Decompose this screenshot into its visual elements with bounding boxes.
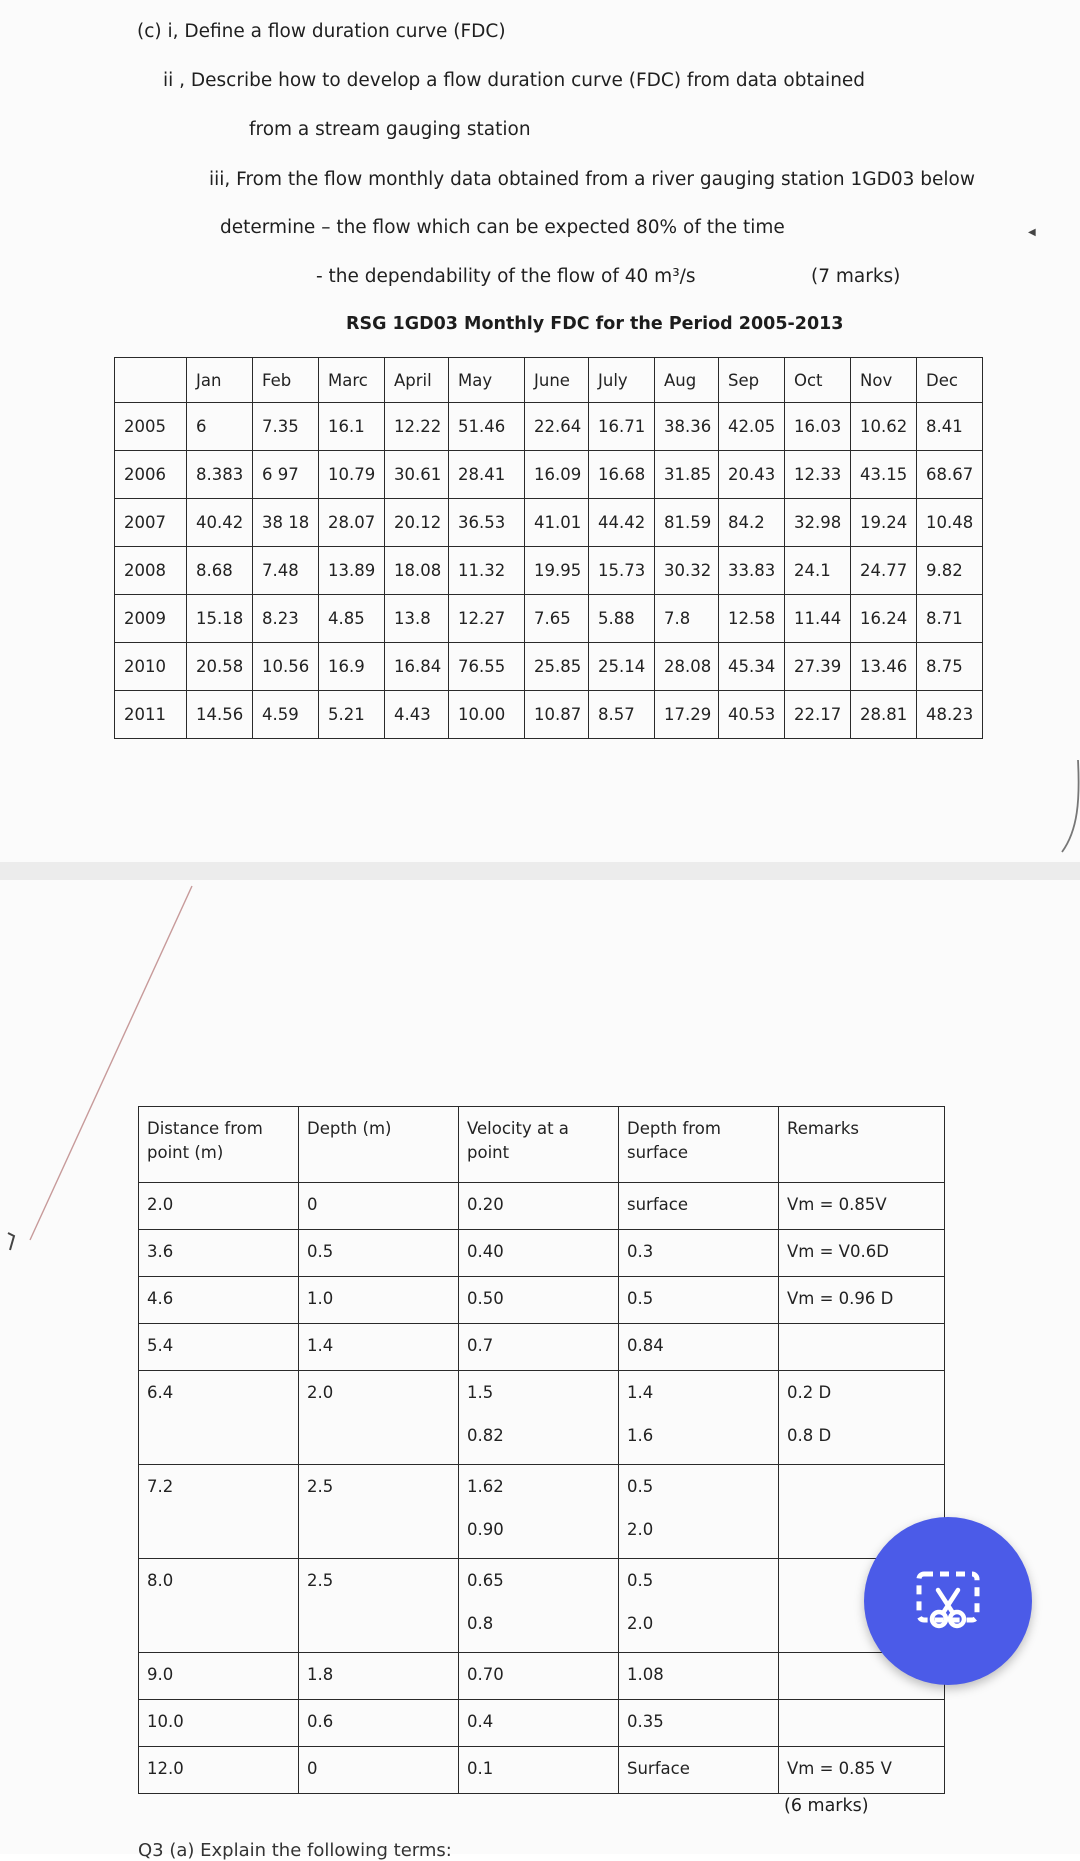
velocity-cell [459,1230,619,1277]
fdc-table [114,357,983,739]
fdc-value-cell: 30.61 [385,451,449,499]
fdc-value-cell: 8.57 [589,691,655,739]
velocity-table-row [139,1324,945,1371]
fdc-value-cell: 22.64 [525,403,589,451]
depth-surface-cell-value: 1.4 [627,1383,654,1402]
question-c-iii: iii, From the flow monthly data obtained from a river gauging station 1GD03 below [209,169,975,190]
fdc-value-cell: 22.17 [785,691,851,739]
velocity-column-header: Velocity at a point [459,1107,619,1183]
remarks-cell-value: 0.2 D [787,1383,832,1402]
remarks-cell [779,1371,945,1465]
fdc-value-cell: 16.24 [851,595,917,643]
remarks-cell [779,1747,945,1794]
velocity-cell [459,1653,619,1700]
fdc-value-cell: 10.48 [917,499,983,547]
distance-cell: 9.0 [139,1653,299,1700]
depth-surface-cell-value: 0.5 [627,1571,654,1590]
depth-surface-cell [619,1371,779,1465]
depth-cell: 1.4 [299,1324,459,1371]
fdc-value-cell: 16.84 [385,643,449,691]
fdc-value-cell: 8.41 [917,403,983,451]
velocity-cell [459,1183,619,1230]
depth-cell: 1.0 [299,1277,459,1324]
velocity-table-row [139,1371,945,1465]
fdc-value-cell: 20.58 [187,643,253,691]
depth-cell: 0 [299,1183,459,1230]
fdc-value-cell: 44.42 [589,499,655,547]
velocity-table-row [139,1183,945,1230]
depth-surface-cell [619,1747,779,1794]
depth-surface-cell-value: 1.6 [627,1425,654,1445]
remarks-cell-value: Vm = 0.96 D [787,1289,894,1308]
fdc-year-cell: 2007 [115,499,187,547]
velocity-cell-value: 0.7 [467,1336,494,1355]
velocity-table-row [139,1653,945,1700]
distance-cell: 8.0 [139,1559,299,1653]
depth-cell: 0.6 [299,1700,459,1747]
fdc-month-header: May [449,358,525,403]
question-c-i: (c) i, Define a flow duration curve (FDC) [137,21,506,42]
fdc-year-cell: 2011 [115,691,187,739]
velocity-cell-value: 0.90 [467,1519,504,1539]
depth-cell: 1.8 [299,1653,459,1700]
depth-surface-cell-value: 2.0 [627,1519,654,1539]
distance-cell: 7.2 [139,1465,299,1559]
depth-surface-cell [619,1277,779,1324]
fdc-year-cell: 2006 [115,451,187,499]
fdc-value-cell: 18.08 [385,547,449,595]
fdc-value-cell: 7.35 [253,403,319,451]
fdc-value-cell: 25.14 [589,643,655,691]
fdc-value-cell: 40.42 [187,499,253,547]
velocity-table-row [139,1747,945,1794]
fdc-value-cell: 8.71 [917,595,983,643]
fdc-value-cell: 14.56 [187,691,253,739]
fdc-value-cell: 6 97 [253,451,319,499]
fdc-value-cell: 6 [187,403,253,451]
depth-surface-cell-value: 0.35 [627,1712,664,1731]
fdc-value-cell: 36.53 [449,499,525,547]
fdc-value-cell: 40.53 [719,691,785,739]
velocity-column-header: Depth from surface [619,1107,779,1183]
remarks-cell-value: Vm = 0.85 V [787,1759,892,1778]
fdc-year-cell: 2008 [115,547,187,595]
remarks-cell [779,1277,945,1324]
depth-cell: 2.5 [299,1559,459,1653]
fdc-value-cell: 25.85 [525,643,589,691]
velocity-cell [459,1747,619,1794]
fdc-value-cell: 48.23 [917,691,983,739]
velocity-table-row [139,1465,945,1559]
velocity-marks: (6 marks) [784,1796,869,1816]
fdc-value-cell: 24.77 [851,547,917,595]
fdc-value-cell: 12.33 [785,451,851,499]
velocity-cell [459,1465,619,1559]
velocity-cell-value: 1.5 [467,1383,494,1402]
fdc-value-cell: 13.8 [385,595,449,643]
distance-cell: 12.0 [139,1747,299,1794]
velocity-cell-value: 0.82 [467,1425,504,1445]
velocity-cell-value: 1.62 [467,1477,504,1496]
fdc-value-cell: 10.56 [253,643,319,691]
fdc-value-cell: 16.03 [785,403,851,451]
fdc-value-cell: 27.39 [785,643,851,691]
depth-surface-cell-value: 0.84 [627,1336,664,1355]
distance-cell: 6.4 [139,1371,299,1465]
distance-cell: 5.4 [139,1324,299,1371]
fdc-value-cell: 10.00 [449,691,525,739]
depth-surface-cell [619,1324,779,1371]
velocity-table-row [139,1230,945,1277]
distance-cell: 3.6 [139,1230,299,1277]
fdc-value-cell: 8.68 [187,547,253,595]
fdc-month-header: Jan [187,358,253,403]
fdc-value-cell: 10.87 [525,691,589,739]
fdc-month-header: Aug [655,358,719,403]
depth-surface-cell [619,1183,779,1230]
remarks-cell-value: Vm = V0.6D [787,1242,889,1261]
fdc-value-cell: 33.83 [719,547,785,595]
fdc-value-cell: 4.59 [253,691,319,739]
depth-surface-cell-value: 2.0 [627,1613,654,1633]
question-c-iii-dependability: - the dependability of the flow of 40 m³/s [316,266,696,287]
velocity-table [138,1106,945,1794]
fdc-year-row [115,547,983,595]
fdc-value-cell: 19.24 [851,499,917,547]
fdc-value-cell: 19.95 [525,547,589,595]
fdc-value-cell: 15.18 [187,595,253,643]
fdc-table-title: RSG 1GD03 Monthly FDC for the Period 2005-2013 [346,314,844,334]
depth-surface-cell-value: 0.5 [627,1289,654,1308]
depth-cell: 2.5 [299,1465,459,1559]
velocity-table-row [139,1700,945,1747]
depth-surface-cell-value: 0.5 [627,1477,654,1496]
fdc-header-row [115,358,983,403]
fdc-value-cell: 41.01 [525,499,589,547]
velocity-cell [459,1277,619,1324]
fdc-value-cell: 5.21 [319,691,385,739]
fdc-month-header: Nov [851,358,917,403]
fdc-value-cell: 10.62 [851,403,917,451]
remarks-cell-value: Vm = 0.85V [787,1195,887,1214]
fdc-value-cell: 42.05 [719,403,785,451]
fdc-value-cell: 4.43 [385,691,449,739]
fdc-value-cell: 7.48 [253,547,319,595]
velocity-column-header: Remarks [779,1107,945,1183]
velocity-table-row [139,1559,945,1653]
depth-cell: 0.5 [299,1230,459,1277]
fdc-value-cell: 28.41 [449,451,525,499]
velocity-cell-value: 0.1 [467,1759,494,1778]
velocity-cell-value: 0.40 [467,1242,504,1261]
fdc-year-row [115,691,983,739]
fdc-year-row [115,451,983,499]
remarks-cell [779,1700,945,1747]
depth-surface-cell [619,1465,779,1559]
depth-surface-cell-value: Surface [627,1759,690,1778]
fdc-month-header: Marc [319,358,385,403]
fdc-value-cell: 15.73 [589,547,655,595]
scissors-selection-icon [909,1562,987,1640]
fdc-value-cell: 38 18 [253,499,319,547]
fdc-value-cell: 68.67 [917,451,983,499]
fdc-value-cell: 5.88 [589,595,655,643]
fdc-year-row [115,403,983,451]
fdc-value-cell: 11.44 [785,595,851,643]
fdc-value-cell: 16.71 [589,403,655,451]
fdc-value-cell: 16.9 [319,643,385,691]
remarks-cell-value: 0.8 D [787,1425,832,1445]
margin-arrow-icon: ◀ [1028,227,1036,238]
fdc-value-cell: 8.23 [253,595,319,643]
fdc-month-header: Feb [253,358,319,403]
velocity-cell-value: 0.8 [467,1613,494,1633]
fdc-value-cell: 31.85 [655,451,719,499]
fdc-value-cell: 81.59 [655,499,719,547]
fdc-value-cell: 11.32 [449,547,525,595]
depth-surface-cell [619,1559,779,1653]
fdc-value-cell: 38.36 [655,403,719,451]
fdc-value-cell: 16.1 [319,403,385,451]
velocity-cell-value: 0.4 [467,1712,494,1731]
fdc-month-header: July [589,358,655,403]
depth-surface-cell-value: surface [627,1195,688,1214]
velocity-table-row [139,1277,945,1324]
fdc-value-cell: 45.34 [719,643,785,691]
fdc-year-cell: 2005 [115,403,187,451]
fdc-month-header: Sep [719,358,785,403]
fdc-year-cell: 2009 [115,595,187,643]
distance-cell: 2.0 [139,1183,299,1230]
remarks-cell [779,1230,945,1277]
fdc-value-cell: 32.98 [785,499,851,547]
remarks-cell [779,1183,945,1230]
fdc-value-cell: 51.46 [449,403,525,451]
fdc-value-cell: 20.43 [719,451,785,499]
fdc-value-cell: 28.81 [851,691,917,739]
depth-cell: 2.0 [299,1371,459,1465]
velocity-cell-value: 0.65 [467,1571,504,1590]
velocity-cell-value: 0.20 [467,1195,504,1214]
fdc-value-cell: 10.79 [319,451,385,499]
velocity-column-header: Depth (m) [299,1107,459,1183]
velocity-cell [459,1559,619,1653]
screen-snip-button[interactable] [864,1517,1032,1685]
distance-cell: 4.6 [139,1277,299,1324]
remarks-cell [779,1324,945,1371]
depth-surface-cell-value: 1.08 [627,1665,664,1684]
fdc-month-header: Dec [917,358,983,403]
fdc-value-cell: 12.27 [449,595,525,643]
question-c-iii-continued: determine – the flow which can be expected 80% of the time [220,217,785,238]
velocity-cell [459,1700,619,1747]
fdc-month-header: Oct [785,358,851,403]
depth-cell: 0 [299,1747,459,1794]
fdc-value-cell: 8.383 [187,451,253,499]
question-c-ii: ii , Describe how to develop a flow duration curve (FDC) from data obtained [163,70,866,91]
depth-surface-cell [619,1700,779,1747]
velocity-header-row [139,1107,945,1183]
page-divider [0,862,1080,880]
question-c-marks: (7 marks) [811,266,901,287]
fdc-year-row [115,643,983,691]
fdc-value-cell: 7.65 [525,595,589,643]
depth-surface-cell [619,1230,779,1277]
velocity-cell [459,1371,619,1465]
depth-surface-cell [619,1653,779,1700]
fdc-value-cell: 4.85 [319,595,385,643]
fdc-value-cell: 12.58 [719,595,785,643]
fdc-value-cell: 13.46 [851,643,917,691]
fdc-value-cell: 20.12 [385,499,449,547]
fdc-value-cell: 7.8 [655,595,719,643]
fdc-value-cell: 16.68 [589,451,655,499]
fdc-value-cell: 84.2 [719,499,785,547]
fdc-value-cell: 28.08 [655,643,719,691]
question-c-ii-continued: from a stream gauging station [249,119,531,140]
fdc-value-cell: 43.15 [851,451,917,499]
fdc-corner-cell [115,358,187,403]
fdc-value-cell: 16.09 [525,451,589,499]
fdc-value-cell: 30.32 [655,547,719,595]
velocity-cell-value: 0.70 [467,1665,504,1684]
fdc-year-cell: 2010 [115,643,187,691]
fdc-value-cell: 13.89 [319,547,385,595]
fdc-value-cell: 76.55 [449,643,525,691]
fdc-value-cell: 17.29 [655,691,719,739]
fdc-month-header: June [525,358,589,403]
distance-cell: 10.0 [139,1700,299,1747]
fdc-value-cell: 28.07 [319,499,385,547]
depth-surface-cell-value: 0.3 [627,1242,654,1261]
velocity-cell-value: 0.50 [467,1289,504,1308]
next-question: Q3 (a) Explain the following terms: [138,1840,452,1861]
fdc-value-cell: 8.75 [917,643,983,691]
velocity-cell [459,1324,619,1371]
fdc-value-cell: 24.1 [785,547,851,595]
velocity-column-header: Distance from point (m) [139,1107,299,1183]
fdc-year-row [115,595,983,643]
fdc-year-row [115,499,983,547]
fdc-value-cell: 9.82 [917,547,983,595]
fdc-value-cell: 12.22 [385,403,449,451]
fdc-month-header: April [385,358,449,403]
